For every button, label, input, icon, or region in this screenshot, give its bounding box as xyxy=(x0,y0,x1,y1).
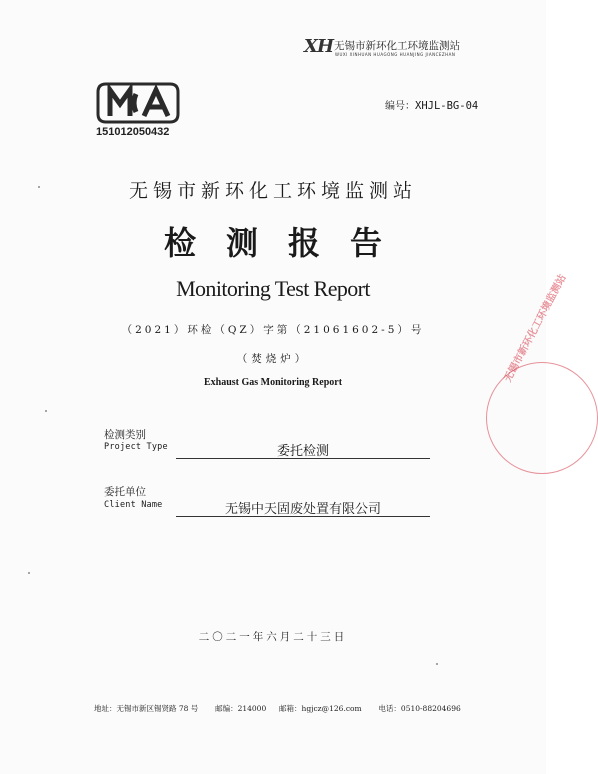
page-title-en: Monitoring Test Report xyxy=(176,276,370,301)
footer-phone: 电话：0510-88204696 xyxy=(378,704,461,713)
page-title-cn: 检测报告 xyxy=(163,224,412,262)
report-number-label: 编号： xyxy=(385,101,415,112)
scan-speck xyxy=(45,410,47,412)
footer-email: 邮箱：hgjcz@126.com xyxy=(279,704,362,713)
project-type-label-en: Project Type xyxy=(104,442,168,452)
project-type-underline xyxy=(176,458,430,459)
seal-text: 无锡市新环化工环境监测站 xyxy=(502,272,569,385)
logo-org-name-cn: 无锡市新环化工环境监测站 xyxy=(334,40,460,52)
xh-logo-icon: XH xyxy=(304,36,333,57)
subject-en: Exhaust Gas Monitoring Report xyxy=(203,377,343,388)
logo-org-name-en: WUXI XINHUAN HUAGONG HUANJING JIANCEZHAN xyxy=(335,52,456,57)
organization-name: 无锡市新环化工环境监测站 xyxy=(128,180,417,202)
report-number-value: XHJL-BG-04 xyxy=(415,100,479,112)
client-name-underline xyxy=(176,516,430,517)
scan-speck xyxy=(38,186,40,188)
report-number xyxy=(385,97,478,112)
subject-cn: （焚烧炉） xyxy=(236,353,310,365)
footer-contact xyxy=(94,703,461,714)
footer-address: 地址：无锡市新区锡贤路 78 号 xyxy=(94,704,199,713)
client-name-value: 无锡中天固废处置有限公司 xyxy=(224,502,381,517)
client-name-label-en: Client Name xyxy=(104,500,163,510)
cma-certificate-number: 151012050432 xyxy=(96,126,170,138)
cma-logo-icon xyxy=(96,82,180,124)
header-logo xyxy=(304,36,504,64)
project-type-label-cn: 检测类别 xyxy=(104,429,146,441)
scan-speck xyxy=(28,572,30,574)
official-seal xyxy=(486,272,598,474)
document-number: （2021）环检（QZ）字第（21061602-5）号 xyxy=(121,324,425,336)
scan-speck xyxy=(436,663,438,665)
report-date: 二〇二一年六月二十三日 xyxy=(198,631,348,643)
client-name-label-cn: 委托单位 xyxy=(104,486,146,498)
cma-certification xyxy=(96,82,186,140)
project-type-value: 委托检测 xyxy=(276,444,329,459)
footer-postcode: 邮编：214000 xyxy=(215,704,267,713)
